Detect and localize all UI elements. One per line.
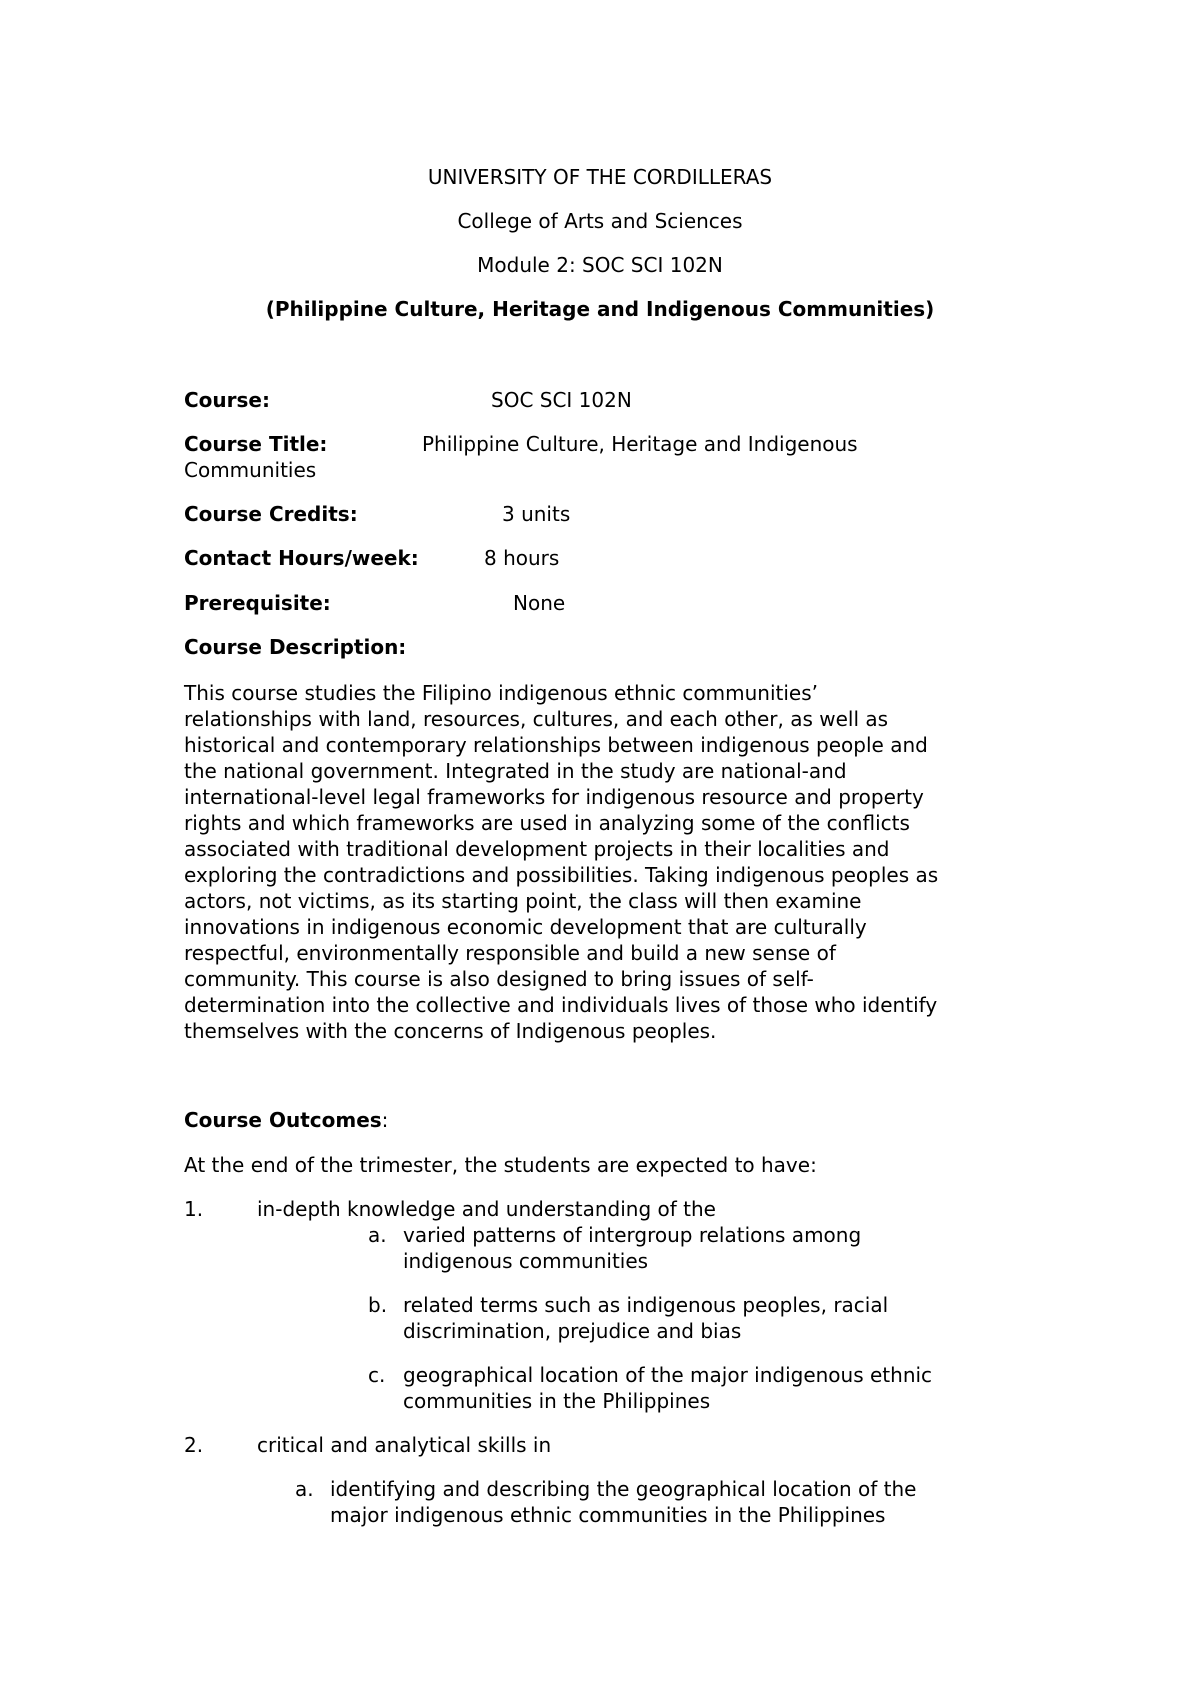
contact-hours-label: Contact Hours/week: (184, 546, 419, 570)
outcome-number: 1. (184, 1197, 204, 1221)
description-line: the national government. Integrated in the study are national-and (184, 759, 847, 783)
outcome-text: critical and analytical skills in (257, 1433, 552, 1457)
outcome-sub-letter: b. (368, 1293, 388, 1317)
outcome-sub-text: indigenous communities (403, 1249, 649, 1273)
course-title-value: Philippine Culture, Heritage and Indigenous (422, 432, 858, 456)
outcome-sub-text: discrimination, prejudice and bias (403, 1319, 742, 1343)
university-name: UNIVERSITY OF THE CORDILLERAS (427, 165, 773, 189)
description-line: historical and contemporary relationships between indigenous people and (184, 733, 928, 757)
college-name: College of Arts and Sciences (457, 209, 743, 233)
description-line: relationships with land, resources, cultures, and each other, as well as (184, 707, 889, 731)
description-line: exploring the contradictions and possibilities. Taking indigenous peoples as (184, 863, 939, 887)
prerequisite-value: None (513, 591, 566, 615)
outcome-sub-text: major indigenous ethnic communities in the Philippines (330, 1503, 886, 1527)
outcome-sub-text: geographical location of the major indigenous ethnic (403, 1363, 933, 1387)
course-description-label: Course Description: (184, 635, 407, 659)
course-credits-value: 3 units (502, 502, 571, 526)
course-subtitle: (Philippine Culture, Heritage and Indigenous Communities) (265, 297, 935, 321)
course-credits-label: Course Credits: (184, 502, 358, 526)
course-outcomes-heading (184, 1107, 388, 1133)
course-outcomes-heading-colon: : (381, 1108, 389, 1132)
description-line: determination into the collective and individuals lives of those who identify (184, 993, 938, 1017)
course-title-label: Course Title: (184, 432, 328, 456)
description-line: respectful, environmentally responsible and build a new sense of (184, 941, 836, 965)
course-outcomes-intro: At the end of the trimester, the students are expected to have: (184, 1153, 817, 1177)
outcome-sub-text: varied patterns of intergroup relations among (403, 1223, 862, 1247)
outcome-sub-text: related terms such as indigenous peoples, racial (403, 1293, 889, 1317)
outcome-sub-letter: a. (368, 1223, 387, 1247)
description-line: innovations in indigenous economic development that are culturally (184, 915, 867, 939)
description-line: community. This course is also designed to bring issues of self- (184, 967, 814, 991)
outcome-sub-letter: c. (368, 1363, 386, 1387)
outcome-sub-text: communities in the Philippines (403, 1389, 711, 1413)
course-description-text (184, 680, 1044, 1044)
outcome-text: in-depth knowledge and understanding of the (257, 1197, 716, 1221)
course-outcomes-heading-text: Course Outcomes (184, 1108, 382, 1132)
description-line: actors, not victims, as its starting point, the class will then examine (184, 889, 862, 913)
outcome-number: 2. (184, 1433, 204, 1457)
prerequisite-label: Prerequisite: (184, 591, 331, 615)
description-line: rights and which frameworks are used in analyzing some of the conflicts (184, 811, 910, 835)
description-line: associated with traditional development projects in their localities and (184, 837, 890, 861)
contact-hours-value: 8 hours (484, 546, 560, 570)
description-line: themselves with the concerns of Indigenous peoples. (184, 1019, 717, 1043)
outcome-sub-text: identifying and describing the geographical location of the (330, 1477, 917, 1501)
course-value: SOC SCI 102N (491, 388, 632, 412)
outcome-sub-letter: a. (295, 1477, 314, 1501)
description-line: international-level legal frameworks for indigenous resource and property (184, 785, 924, 809)
description-line: This course studies the Filipino indigenous ethnic communities’ (184, 681, 818, 705)
module-title: Module 2: SOC SCI 102N (477, 253, 723, 277)
course-title-value-cont: Communities (184, 458, 317, 482)
course-label: Course: (184, 388, 270, 412)
